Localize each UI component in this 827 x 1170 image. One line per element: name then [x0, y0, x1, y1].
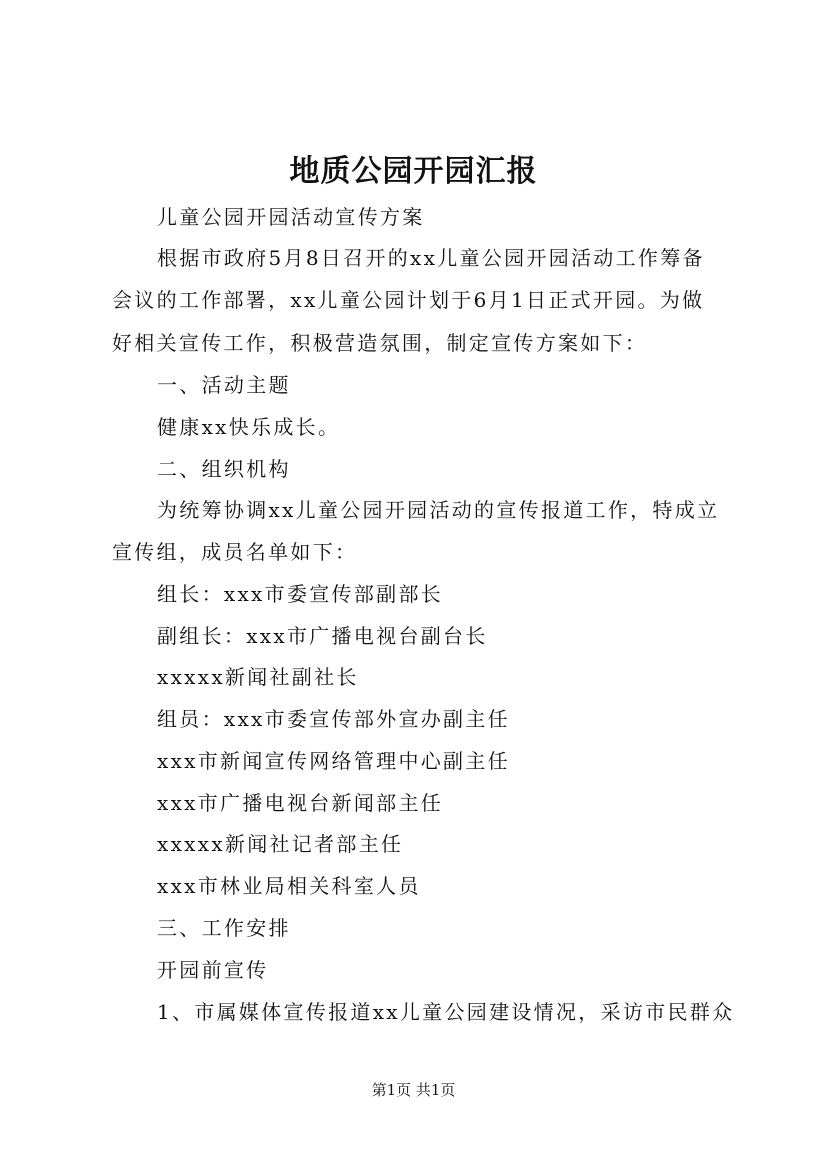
paragraph-line: 二、组织机构	[157, 457, 291, 481]
paragraph-line: 副组长：xxx市广播电视台副台长	[157, 624, 488, 648]
paragraph-line: 一、活动主题	[157, 373, 291, 397]
paragraph-line: xxx市林业局相关科室人员	[157, 874, 421, 898]
paragraph-line: xxxxx新闻社记者部主任	[157, 832, 404, 856]
paragraph-line: 组员：xxx市委宣传部外宣办副主任	[157, 707, 510, 731]
document-title: 地质公园开园汇报	[289, 154, 538, 189]
paragraph-line: 三、工作安排	[157, 916, 291, 940]
paragraph-line: 好相关宣传工作，积极营造氛围，制定宣传方案如下：	[112, 331, 648, 355]
paragraph-line: 组长：xxx市委宣传部副部长	[157, 582, 444, 606]
paragraph-line: xxx市新闻宣传网络管理中心副主任	[157, 749, 510, 773]
paragraph-line: 为统筹协调xx儿童公园开园活动的宣传报道工作，特成立	[157, 498, 720, 522]
page-footer: 第1页 共1页	[371, 1081, 456, 1099]
paragraph-line: 宣传组，成员名单如下：	[112, 540, 358, 564]
paragraph-line: xxx市广播电视台新闻部主任	[157, 791, 444, 815]
paragraph-line: 儿童公园开园活动宣传方案	[157, 205, 425, 229]
paragraph-line: 开园前宣传	[157, 958, 269, 982]
paragraph-line: 健康xx快乐成长。	[157, 415, 341, 439]
paragraph-line: 根据市政府5月8日召开的xx儿童公园开园活动工作筹备	[157, 246, 705, 270]
paragraph-line: 1、市属媒体宣传报道xx儿童公园建设情况，采访市民群众	[157, 1000, 735, 1024]
paragraph-line: xxxxx新闻社副社长	[157, 665, 359, 689]
paragraph-line: 会议的工作部署，xx儿童公园计划于6月1日正式开园。为做	[112, 288, 705, 312]
